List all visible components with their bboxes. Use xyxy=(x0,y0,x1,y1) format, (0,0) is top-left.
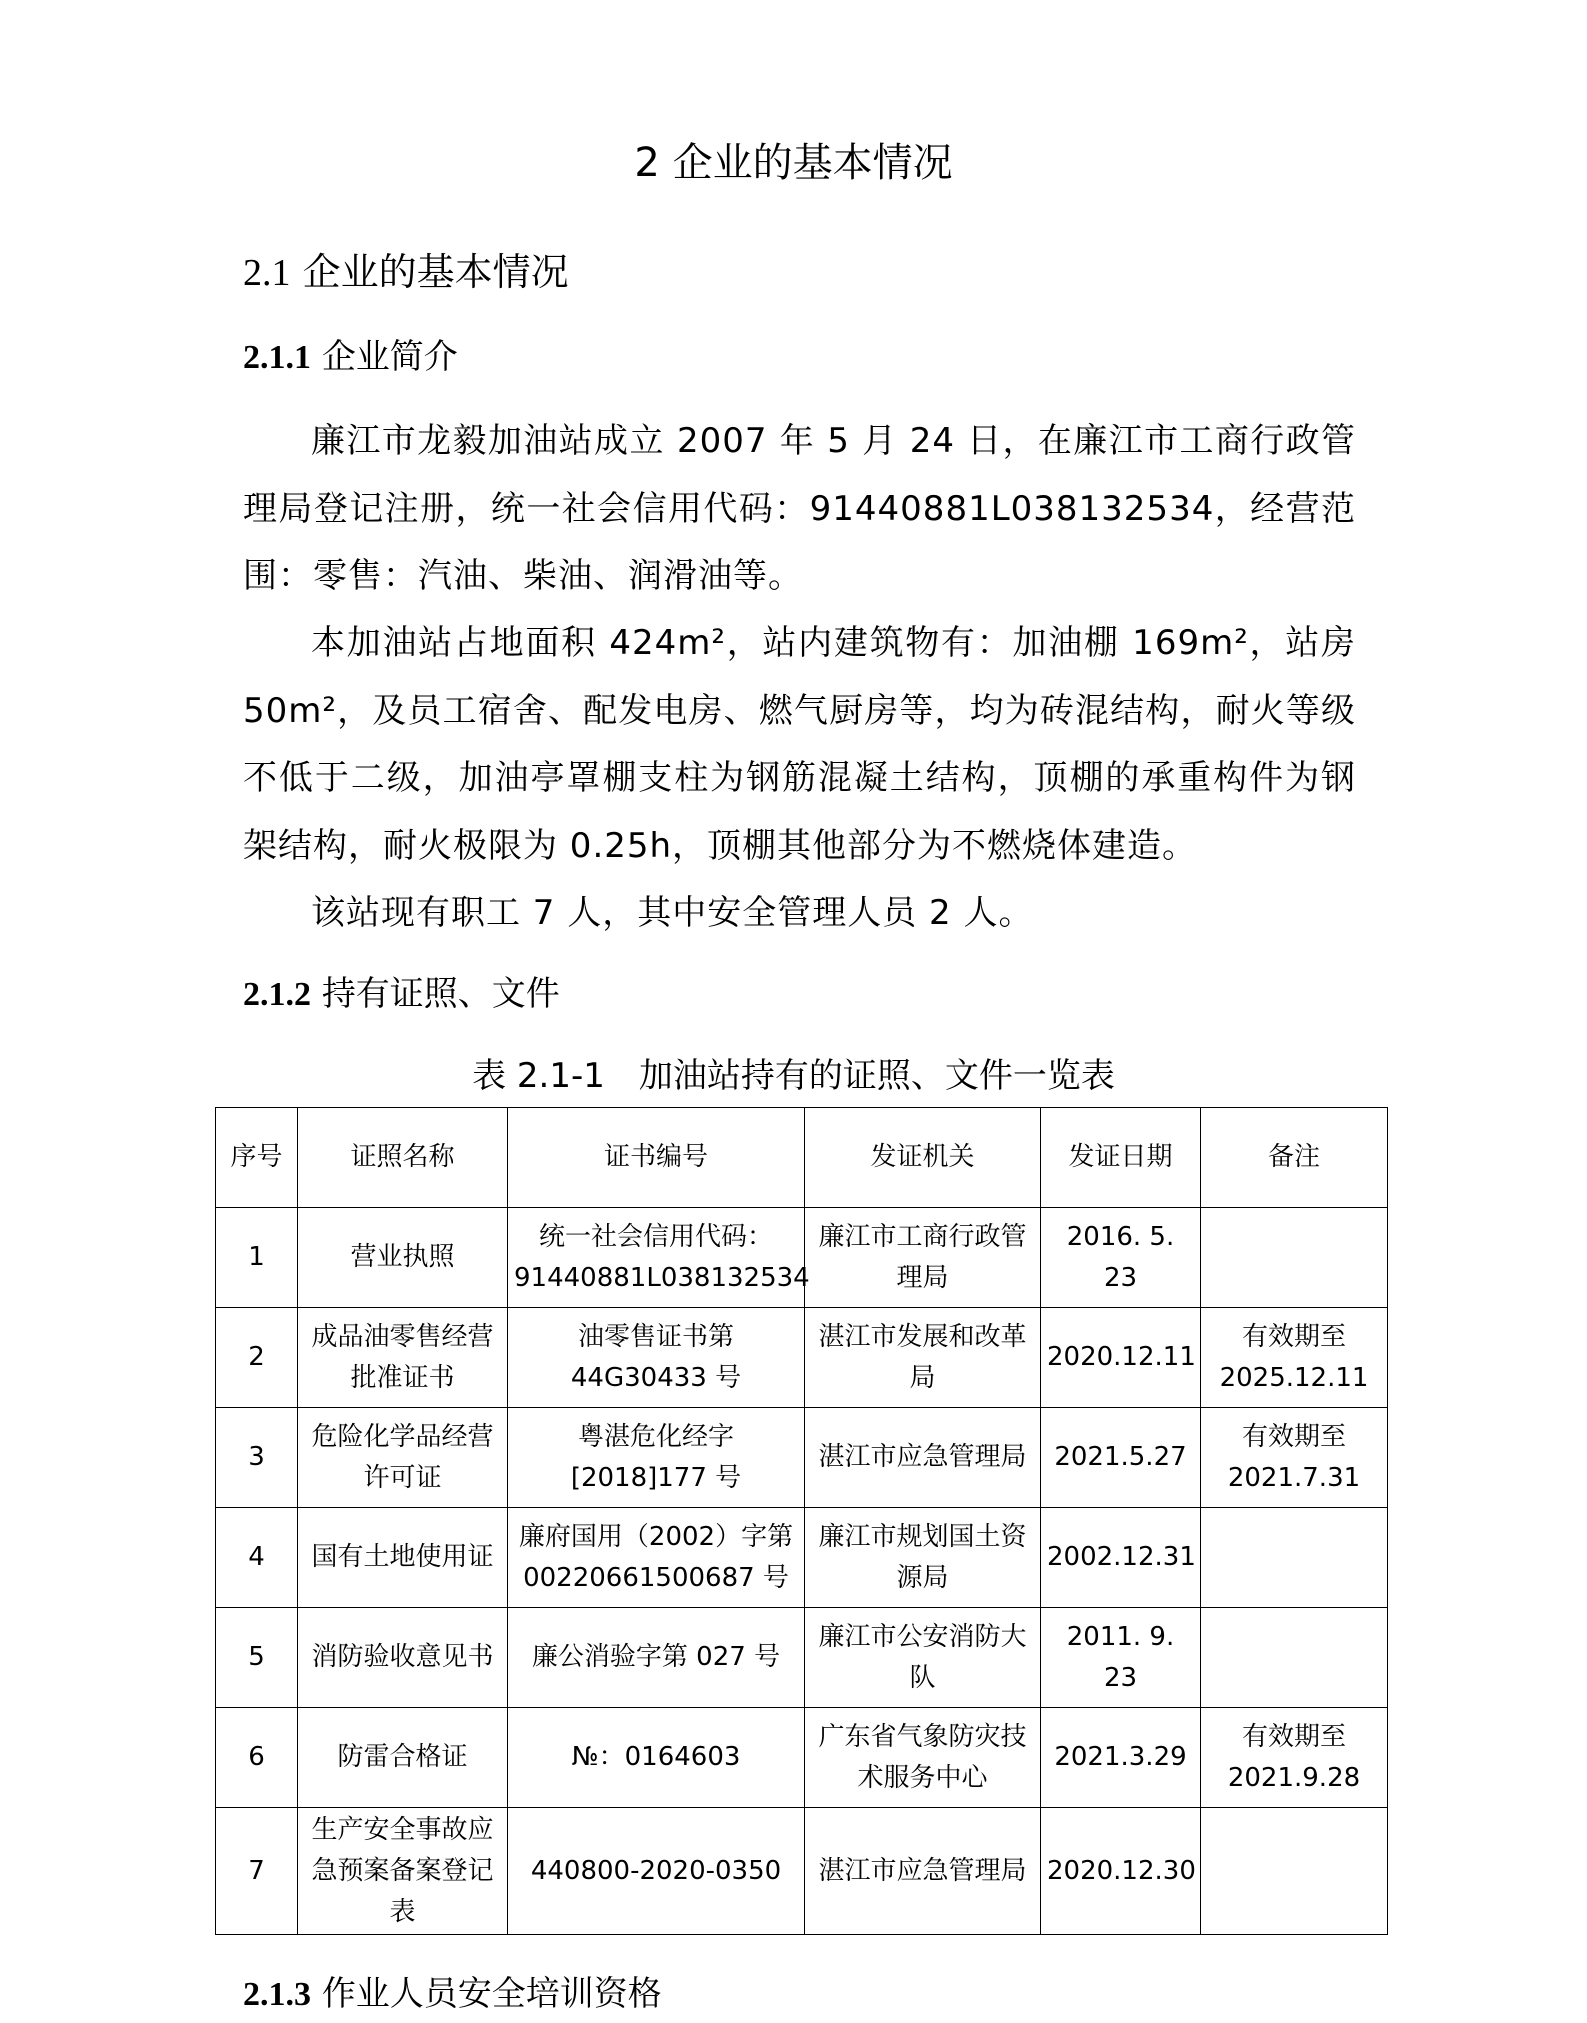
table-cell: 防雷合格证 xyxy=(298,1708,508,1808)
table-cell: 廉府国用（2002）字第 00220661500687 号 xyxy=(508,1508,805,1608)
table-cell: 廉江市工商行政管理局 xyxy=(805,1208,1041,1308)
table-cell: 危险化学品经营许可证 xyxy=(298,1408,508,1508)
subsection-number: 2.1.1 xyxy=(243,339,311,376)
subsection-number: 2.1.2 xyxy=(243,976,311,1013)
table-cell: 2016. 5. 23 xyxy=(1041,1208,1201,1308)
table-cell: 5 xyxy=(216,1608,298,1708)
table-row xyxy=(216,1308,1388,1408)
table-cell: 油零售证书第 44G30433 号 xyxy=(508,1308,805,1408)
subsection-heading-2-1-3 xyxy=(243,1970,662,2019)
subsection-title: 企业简介 xyxy=(321,337,458,377)
table-cell: 2021.3.29 xyxy=(1041,1708,1201,1808)
subsection-title: 持有证照、文件 xyxy=(321,974,560,1014)
subsection-heading-2-1-2 xyxy=(243,970,560,1019)
table-cell: 2002.12.31 xyxy=(1041,1508,1201,1608)
subsection-heading-2-1-1 xyxy=(243,333,458,382)
table-cell: 4 xyxy=(216,1508,298,1608)
table-cell: 2020.12.11 xyxy=(1041,1308,1201,1408)
chapter-title: 2 企业的基本情况 xyxy=(634,140,953,186)
header-cell: 发证机关 xyxy=(805,1108,1041,1208)
table-cell xyxy=(1201,1508,1388,1608)
table-cell xyxy=(1201,1808,1388,1935)
section-number: 2.1 xyxy=(243,252,291,294)
table-cell xyxy=(1201,1608,1388,1708)
header-cell: 证照名称 xyxy=(298,1108,508,1208)
table-cell: 廉公消验字第 027 号 xyxy=(508,1608,805,1708)
table-cell: 有效期至 2025.12.11 xyxy=(1201,1308,1388,1408)
table-cell: 1 xyxy=(216,1208,298,1308)
table-cell: 3 xyxy=(216,1408,298,1508)
table-header-row xyxy=(216,1108,1388,1208)
table-cell: 廉江市公安消防大队 xyxy=(805,1608,1041,1708)
table-cell: 有效期至 2021.7.31 xyxy=(1201,1408,1388,1508)
paragraph-company-intro: 廉江市龙毅加油站成立 2007 年 5 月 24 日，在廉江市工商行政管理局登记注册，统一社会信用代码：91440881L038132534，经营范围：零售：汽油、柴油、润滑油等。 xyxy=(243,421,1356,596)
header-cell: 备注 xyxy=(1201,1108,1388,1208)
table-cell: 生产安全事故应急预案备案登记表 xyxy=(298,1808,508,1935)
header-cell: 序号 xyxy=(216,1108,298,1208)
table-cell: 6 xyxy=(216,1708,298,1808)
paragraph-site-buildings: 本加油站占地面积 424m²，站内建筑物有：加油棚 169m²，站房 50m²，及员工宿舍、配发电房、燃气厨房等，均为砖混结构，耐火等级不低于二级，加油亭罩棚支柱为钢筋混凝土结构，顶棚的承重构件为钢架结构，耐火极限为 0.25h，顶棚其他部分为不燃烧体建造。 xyxy=(243,623,1356,866)
table-cell: 湛江市发展和改革局 xyxy=(805,1308,1041,1408)
certificate-table xyxy=(215,1107,1388,1935)
table-caption: 表 2.1-1 加油站持有的证照、文件一览表 xyxy=(472,1056,1115,1096)
table-cell: 有效期至 2021.9.28 xyxy=(1201,1708,1388,1808)
table-cell: 7 xyxy=(216,1808,298,1935)
table-cell: 440800-2020-0350 xyxy=(508,1808,805,1935)
table-cell: 成品油零售经营批准证书 xyxy=(298,1308,508,1408)
table-row xyxy=(216,1508,1388,1608)
subsection-title: 作业人员安全培训资格 xyxy=(321,1974,662,2014)
table-row xyxy=(216,1208,1388,1308)
table-row xyxy=(216,1808,1388,1935)
table-cell: 湛江市应急管理局 xyxy=(805,1408,1041,1508)
table-cell: 国有土地使用证 xyxy=(298,1508,508,1608)
table-cell: 粤湛危化经字 [2018]177 号 xyxy=(508,1408,805,1508)
table-cell: 廉江市规划国土资源局 xyxy=(805,1508,1041,1608)
table-cell: 2020.12.30 xyxy=(1041,1808,1201,1935)
table-row xyxy=(216,1408,1388,1508)
table-cell: 2011. 9. 23 xyxy=(1041,1608,1201,1708)
table-cell: 统一社会信用代码：91440881L038132534 xyxy=(508,1208,805,1308)
section-title: 企业的基本情况 xyxy=(302,250,569,294)
table-cell: 广东省气象防灾技术服务中心 xyxy=(805,1708,1041,1808)
table-cell: 消防验收意见书 xyxy=(298,1608,508,1708)
table-cell xyxy=(1201,1208,1388,1308)
table-row xyxy=(216,1608,1388,1708)
table-cell: 2021.5.27 xyxy=(1041,1408,1201,1508)
paragraph-staff: 该站现有职工 7 人，其中安全管理人员 2 人。 xyxy=(311,893,1034,933)
table-row xyxy=(216,1708,1388,1808)
table-cell: №：0164603 xyxy=(508,1708,805,1808)
header-cell: 发证日期 xyxy=(1041,1108,1201,1208)
section-heading-2-1 xyxy=(243,246,569,299)
header-cell: 证书编号 xyxy=(508,1108,805,1208)
table-cell: 2 xyxy=(216,1308,298,1408)
table-cell: 营业执照 xyxy=(298,1208,508,1308)
table-cell: 湛江市应急管理局 xyxy=(805,1808,1041,1935)
subsection-number: 2.1.3 xyxy=(243,1976,311,2013)
